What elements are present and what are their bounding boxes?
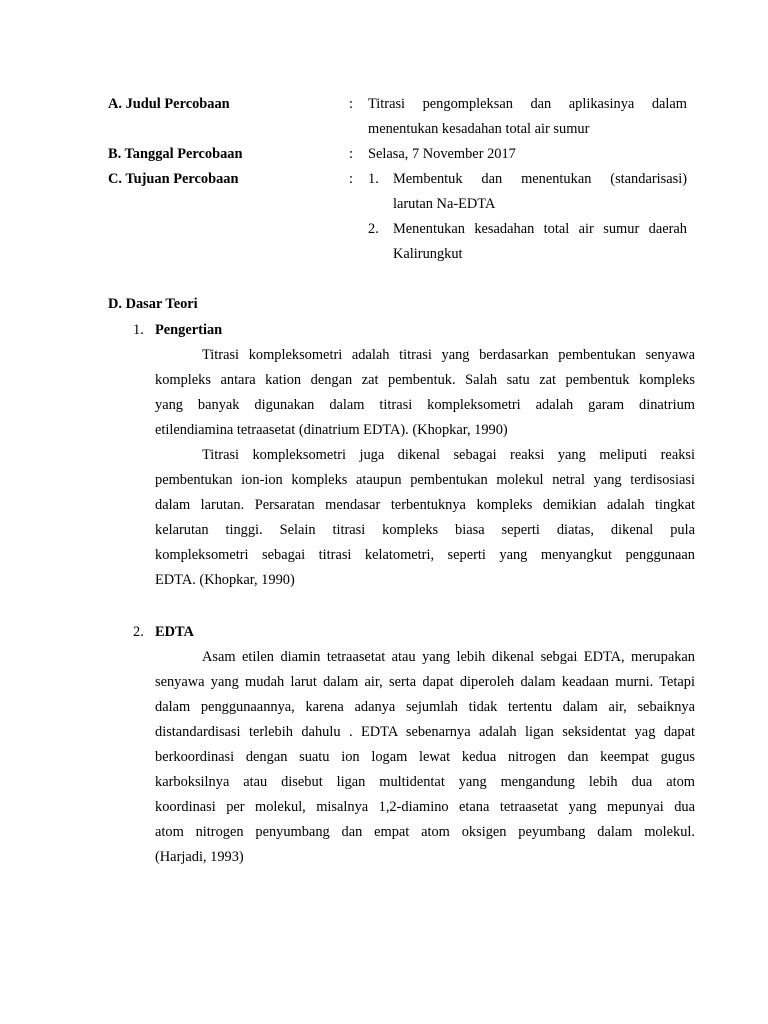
- tujuan-item-text: [393, 217, 687, 267]
- paragraph-line: koordinasi per molekul, misalnya 1,2-diamino etana tetraasetat yang mepunyai dua: [155, 799, 695, 815]
- tanggal-text: Selasa, 7 November 2017: [368, 146, 516, 162]
- tujuan-colon: :: [349, 171, 353, 187]
- judul-colon: :: [349, 96, 353, 112]
- tujuan-item-number: 1.: [368, 171, 379, 187]
- judul-line: menentukan kesadahan total air sumur: [368, 121, 590, 137]
- paragraph-line: Titrasi kompleksometri adalah titrasi yang berdasarkan pembentukan senyawa: [202, 347, 695, 363]
- paragraph-line: atom nitrogen penyumbang dan empat atom oksigen peyumbang dalam molekul.: [155, 824, 695, 840]
- tanggal-label: B. Tanggal Percobaan: [108, 146, 243, 162]
- paragraph-line: yang banyak digunakan dalam titrasi kompleksometri adalah garam dinatrium: [155, 397, 695, 413]
- tujuan-item-line: Kalirungkut: [393, 246, 463, 262]
- section-title-pengertian: Pengertian: [155, 322, 223, 338]
- tanggal-colon: :: [349, 146, 353, 162]
- tujuan-label: C. Tujuan Percobaan: [108, 171, 239, 187]
- paragraph: [155, 443, 695, 593]
- paragraph-line: dalam penggunaannya, karena adanya sejumlah tidak tertentu dalam air, sebaiknya: [155, 699, 695, 715]
- paragraph-line: distandardisasi terlebih dahulu . EDTA sebenarnya adalah ligan seksidentat yag dapat: [155, 724, 695, 740]
- paragraph-line: (Harjadi, 1993): [155, 849, 244, 865]
- paragraph-line: kompleks antara kation dengan zat pembentuk. Salah satu zat pembentuk kompleks: [155, 372, 695, 388]
- paragraph-line: kelarutan tinggi. Selain titrasi kompleks biasa seperti diatas, dikenal pula: [155, 522, 695, 538]
- dasar-teori-heading: D. Dasar Teori: [108, 296, 198, 312]
- judul-label: A. Judul Percobaan: [108, 96, 230, 112]
- paragraph-line: dalam larutan. Persaratan mendasar terbentuknya kompleks demikian adalah tingkat: [155, 497, 695, 513]
- paragraph-line: Titrasi kompleksometri juga dikenal sebagai reaksi yang meliputi reaksi: [202, 447, 695, 463]
- paragraph: [155, 645, 695, 870]
- paragraph-line: EDTA. (Khopkar, 1990): [155, 572, 295, 588]
- paragraph-line: kompleksometri sebagai titrasi kelatometri, seperti yang menyangkut penggunaan: [155, 547, 695, 563]
- paragraph: [155, 343, 695, 443]
- paragraph-line: karboksilnya atau disebut ligan multidentat yang mengandung lebih dua atom: [155, 774, 695, 790]
- section-title-edta: EDTA: [155, 624, 194, 640]
- tanggal-value: [368, 142, 687, 167]
- tujuan-item-line: larutan Na-EDTA: [393, 196, 496, 212]
- section-number: 1.: [133, 322, 144, 338]
- tujuan-item-line: Membentuk dan menentukan (standarisasi): [393, 171, 687, 187]
- tujuan-item-text: [393, 167, 687, 217]
- paragraph-line: pembentukan ion-ion kompleks ataupun pembentukan molekul netral yang terdisosiasi: [155, 472, 695, 488]
- section-number: 2.: [133, 624, 144, 640]
- paragraph-line: Asam etilen diamin tetraasetat atau yang lebih dikenal sebgai EDTA, merupakan: [202, 649, 695, 665]
- judul-line: Titrasi pengompleksan dan aplikasinya dalam: [368, 96, 687, 112]
- tujuan-item-line: Menentukan kesadahan total air sumur daerah: [393, 221, 687, 237]
- tujuan-item-number: 2.: [368, 221, 379, 237]
- paragraph-line: berkoordinasi dengan suatu ion logam lewat kedua nitrogen dan keempat gugus: [155, 749, 695, 765]
- judul-value: [368, 92, 687, 142]
- paragraph-line: senyawa yang mudah larut dalam air, serta dapat diperoleh dalam keadaan murni. Tetapi: [155, 674, 695, 690]
- paragraph-line: etilendiamina tetraasetat (dinatrium EDTA). (Khopkar, 1990): [155, 422, 508, 438]
